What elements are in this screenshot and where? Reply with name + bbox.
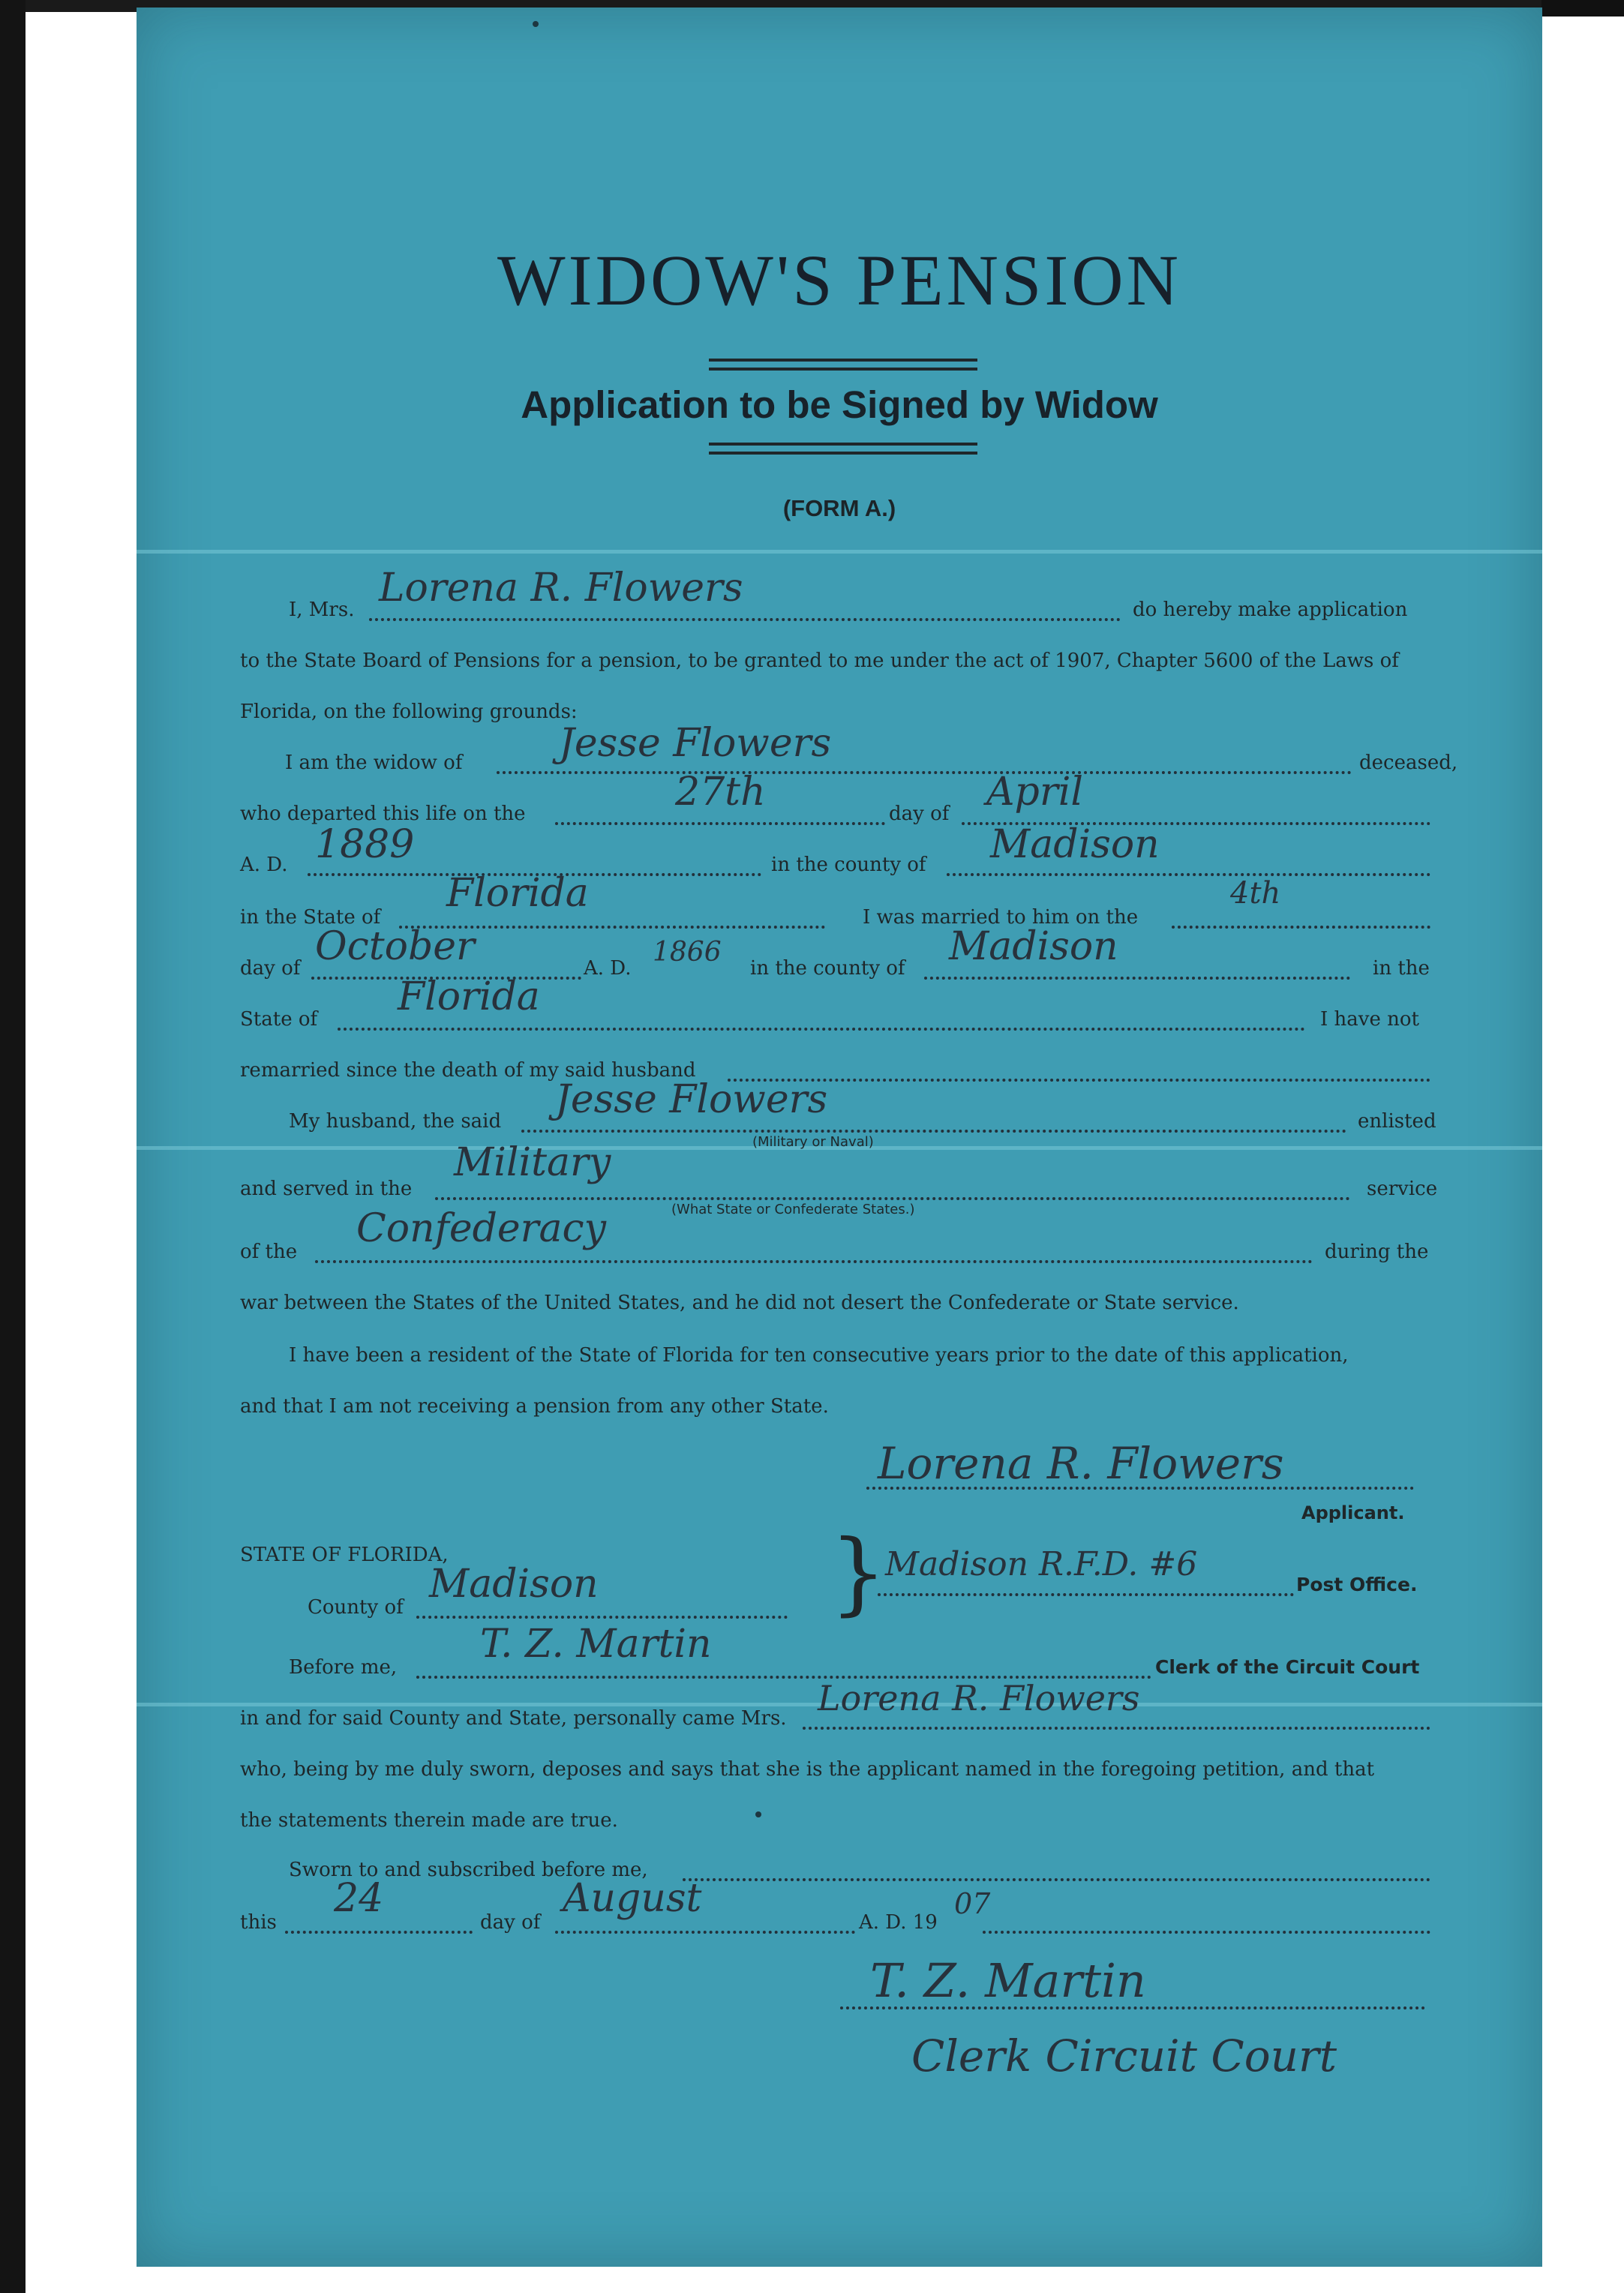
clerk-title-handwritten: Clerk Circuit Court (911, 2030, 1337, 2081)
dotted-fill (435, 1197, 1350, 1200)
subtitle-rule (709, 452, 977, 455)
state-of-label: in the State of (240, 906, 381, 929)
handwritten-death-county: Madison (990, 822, 1160, 867)
post-office-label: Post Office. (1296, 1574, 1418, 1595)
deceased-label: deceased, (1359, 752, 1458, 774)
handwritten-husband-name-2: Jesse Flowers (555, 1077, 828, 1122)
married-label: I was married to him on the (863, 906, 1139, 929)
signature-line (866, 1487, 1414, 1490)
brace: } (830, 1521, 887, 1625)
sworn-to-label: Sworn to and subscribed before me, (289, 1859, 648, 1881)
dotted-fill (803, 1727, 1430, 1730)
handwritten-death-day: 27th (675, 770, 766, 815)
handwritten-service-type: Military (454, 1140, 611, 1185)
line-marriage-date (0, 956, 1624, 981)
line-sworn-to (0, 1857, 1624, 1883)
form-title: WIDOW'S PENSION (497, 240, 1181, 320)
day-of-label: day of (480, 1911, 541, 1934)
clerk-signature: T. Z. Martin (870, 1953, 1146, 2008)
dotted-fill (338, 1028, 1305, 1031)
handwritten-death-year: 1889 (315, 822, 415, 867)
handwritten-affiant-name: Lorena R. Flowers (818, 1678, 1140, 1718)
handwritten-husband-name: Jesse Flowers (559, 721, 832, 766)
scan-edge-left (0, 0, 26, 2293)
line-before-me (0, 1655, 1624, 1680)
paper-speck (533, 21, 539, 27)
line-personally-came (0, 1706, 1624, 1731)
in-the-label: in the (1373, 957, 1430, 980)
line-county (0, 1595, 1624, 1620)
duly-sworn-text: who, being by me duly sworn, deposes and says that she is the applicant named in the foregoing petition, and that (240, 1758, 1375, 1781)
ad-label: A. D. (584, 957, 632, 980)
of-the-label: of the (240, 1241, 298, 1263)
handwritten-marriage-month: October (315, 924, 475, 969)
line-duly-sworn (0, 1757, 1624, 1782)
mrs-label: I, Mrs. (289, 599, 355, 621)
dotted-fill (285, 1931, 473, 1934)
ad-label: A. D. (240, 854, 288, 876)
dotted-fill (315, 1260, 1313, 1263)
handwritten-sworn-year: 07 (954, 1887, 991, 1920)
dotted-fill (924, 977, 1350, 980)
state-confederate-note: (What State or Confederate States.) (671, 1202, 915, 1217)
husband-said-label: My husband, the said (289, 1110, 502, 1133)
line-war (0, 1290, 1624, 1316)
handwritten-clerk-name: T. Z. Martin (480, 1622, 712, 1667)
departed-label: who departed this life on the (240, 803, 526, 825)
dotted-fill (555, 1931, 855, 1934)
title-rule (709, 359, 977, 362)
dotted-fill (521, 1130, 1346, 1133)
handwritten-post-office: Madison R.F.D. #6 (885, 1545, 1198, 1583)
handwritten-marriage-state: Florida (398, 974, 540, 1019)
this-label: this (240, 1911, 277, 1934)
form-subtitle: Application to be Signed by Widow (521, 383, 1158, 426)
line-true (0, 1808, 1624, 1833)
applicant-label: Applicant. (1301, 1502, 1405, 1523)
dotted-fill (369, 618, 1121, 621)
line-of-the (0, 1239, 1624, 1265)
line-served (0, 1176, 1624, 1202)
line-death-year (0, 852, 1624, 878)
statute-text: to the State Board of Pensions for a pension, to be granted to me under the act of 1907, Chapter 5600 of the Laws of (240, 650, 1399, 672)
dotted-fill (947, 873, 1430, 876)
handwritten-state: Florida (446, 871, 589, 916)
ad-label: A. D. 19 (859, 1911, 938, 1934)
grounds-text: Florida, on the following grounds: (240, 701, 578, 723)
handwritten-marriage-day: 4th (1230, 876, 1281, 911)
day-of-label: day of (240, 957, 301, 980)
fold-line (137, 550, 1542, 554)
state-of-florida-label: STATE OF FLORIDA, (240, 1544, 449, 1566)
day-of-label: day of (889, 803, 950, 825)
line-this-day (0, 1910, 1624, 1935)
war-text: war between the States of the United States, and he did not desert the Confederate or State service. (240, 1292, 1239, 1314)
scan-edge-topright (1541, 0, 1624, 17)
subtitle-rule (709, 443, 977, 446)
statements-true-text: the statements therein made are true. (240, 1809, 618, 1832)
handwritten-county: Madison (429, 1562, 599, 1607)
handwritten-marriage-year: 1866 (653, 937, 722, 968)
handwritten-sworn-day: 24 (334, 1876, 384, 1921)
application-text: do hereby make application (1133, 599, 1408, 621)
county-of-label: in the county of (771, 854, 926, 876)
dotted-fill (555, 822, 885, 825)
dotted-fill (1172, 926, 1430, 929)
no-other-pension-text: and that I am not receiving a pension from any other State. (240, 1395, 829, 1418)
before-me-label: Before me, (289, 1656, 398, 1679)
clerk-label: Clerk of the Circuit Court (1155, 1656, 1420, 1678)
line-state-married (0, 905, 1624, 930)
have-not-label: I have not (1320, 1008, 1419, 1031)
county-of-label: County of (308, 1596, 404, 1619)
line-resident (0, 1343, 1624, 1368)
widow-of-label: I am the widow of (285, 752, 463, 774)
line-applicant (0, 597, 1624, 623)
military-naval-note: (Military or Naval) (752, 1134, 874, 1150)
state-of-label: State of (240, 1008, 318, 1031)
resident-text: I have been a resident of the State of Florida for ten consecutive years prior to the date of this application, (289, 1344, 1349, 1367)
personally-came-text: in and for said County and State, personally came Mrs. (240, 1707, 787, 1730)
county-of-label: in the county of (750, 957, 905, 980)
handwritten-confederacy: Confederacy (356, 1206, 607, 1251)
clerk-signature-line (840, 2006, 1425, 2009)
dotted-fill (683, 1878, 1430, 1881)
handwritten-marriage-county: Madison (949, 924, 1118, 969)
dotted-fill (416, 1616, 788, 1619)
dotted-fill (983, 1931, 1430, 1934)
title-rule (709, 368, 977, 371)
handwritten-sworn-month: August (563, 1876, 702, 1921)
service-label: service (1367, 1178, 1438, 1200)
served-in-label: and served in the (240, 1178, 413, 1200)
dotted-fill (878, 1593, 1294, 1596)
handwritten-death-month: April (986, 770, 1083, 815)
enlisted-label: enlisted (1358, 1110, 1436, 1133)
dotted-fill (728, 1079, 1430, 1082)
line-no-other-pension (0, 1394, 1624, 1419)
form-label: (FORM A.) (782, 495, 896, 521)
line-marriage-state (0, 1007, 1624, 1032)
line-departed (0, 801, 1624, 827)
handwritten-widow-name: Lorena R. Flowers (379, 566, 743, 611)
line-post-office (0, 1572, 1624, 1598)
during-the-label: during the (1325, 1241, 1429, 1263)
remarried-text: remarried since the death of my said husband (240, 1059, 696, 1082)
line-statute (0, 648, 1624, 674)
applicant-signature: Lorena R. Flowers (878, 1438, 1284, 1489)
dotted-fill (497, 771, 1352, 774)
